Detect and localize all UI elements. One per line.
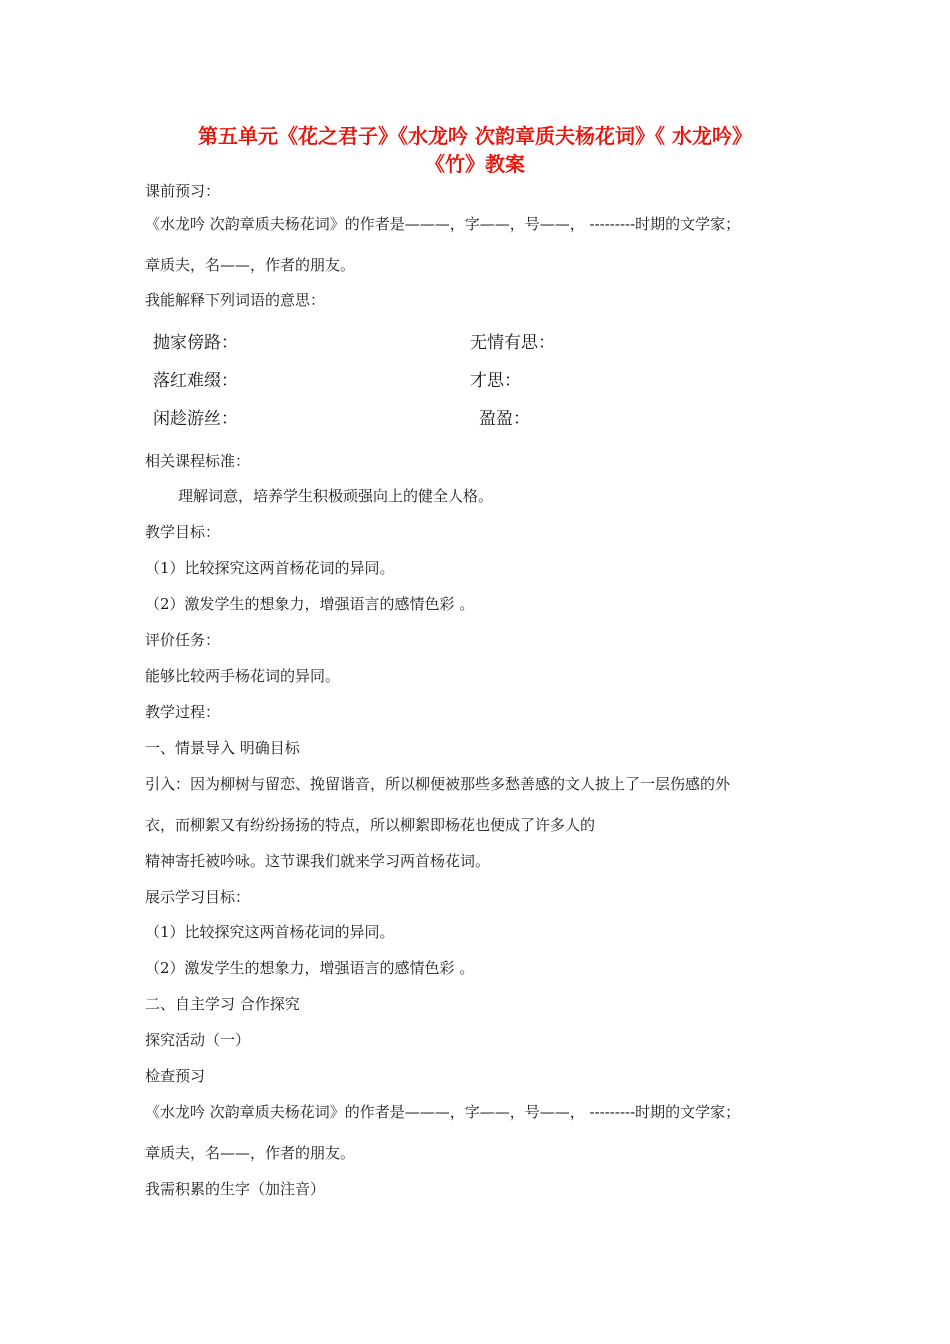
document-title-continued: 《竹》教案 bbox=[425, 152, 525, 176]
check-author-line: 《水龙吟 次韵章质夫杨花词》的作者是———，字——，号——， ---------时期的文学家； bbox=[145, 1103, 741, 1121]
vocab-item: 才思： bbox=[470, 371, 521, 391]
goals-heading: 教学目标： bbox=[145, 523, 221, 541]
goal-item: （2）激发学生的想象力，增强语言的感情色彩 。 bbox=[145, 595, 475, 613]
vocab-heading: 我能解释下列词语的意思： bbox=[145, 291, 326, 309]
vocab-item: 无情有思： bbox=[470, 333, 555, 353]
intro-text: 精神寄托被吟咏。这节课我们就来学习两首杨花词。 bbox=[145, 852, 491, 870]
show-goal-item: （1）比较探究这两首杨花词的异同。 bbox=[145, 923, 395, 941]
intro-text: 衣，而柳絮又有纷纷扬扬的特点，所以柳絮即杨花也便成了许多人的 bbox=[145, 816, 596, 834]
check-friend-line: 章质夫，名——，作者的朋友。 bbox=[145, 1144, 356, 1162]
process-heading: 教学过程： bbox=[145, 703, 221, 721]
standard-text: 理解词意，培养学生积极顽强向上的健全人格。 bbox=[178, 487, 494, 505]
vocab-item: 闲趁游丝： bbox=[153, 409, 238, 429]
standard-heading: 相关课程标准： bbox=[145, 452, 251, 470]
vocab-item: 落红难缀： bbox=[153, 371, 238, 391]
show-goal-item: （2）激发学生的想象力，增强语言的感情色彩 。 bbox=[145, 959, 475, 977]
vocab-item: 抛家傍路： bbox=[153, 333, 238, 353]
check-heading: 检查预习 bbox=[145, 1067, 206, 1085]
vocab-item: 盈盈： bbox=[479, 409, 530, 429]
document-title: 第五单元《花之君子》《水龙吟 次韵章质夫杨花词》《 水龙吟》 bbox=[198, 124, 752, 148]
part2-heading: 二、自主学习 合作探究 bbox=[145, 995, 300, 1013]
intro-text: 引入：因为柳树与留恋、挽留谐音，所以柳便被那些多愁善感的文人披上了一层伤感的外 bbox=[145, 775, 731, 793]
preview-author-line: 《水龙吟 次韵章质夫杨花词》的作者是———，字——，号——， ---------时期的文学家； bbox=[145, 215, 741, 233]
activity-heading: 探究活动（一） bbox=[145, 1031, 251, 1049]
preview-friend-line: 章质夫，名——，作者的朋友。 bbox=[145, 256, 356, 274]
show-goals-heading: 展示学习目标： bbox=[145, 888, 251, 906]
preview-heading: 课前预习： bbox=[145, 182, 221, 200]
part1-heading: 一、情景导入 明确目标 bbox=[145, 739, 300, 757]
task-heading: 评价任务： bbox=[145, 631, 221, 649]
task-text: 能够比较两手杨花词的异同。 bbox=[145, 667, 341, 685]
goal-item: （1）比较探究这两首杨花词的异同。 bbox=[145, 559, 395, 577]
pinyin-heading: 我需积累的生字（加注音） bbox=[145, 1180, 326, 1198]
